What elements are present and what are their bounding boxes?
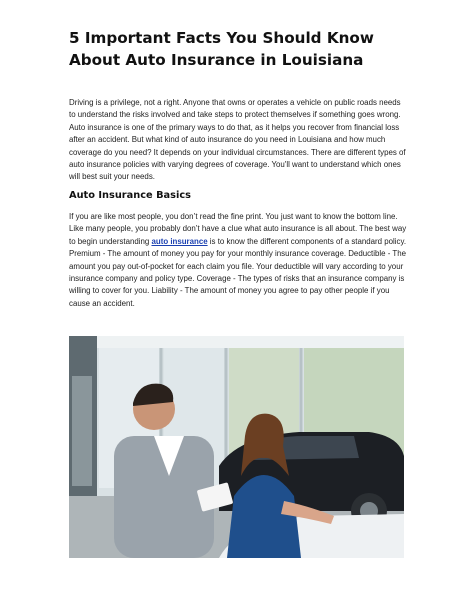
section-paragraph [69, 211, 409, 310]
document-title: 5 Important Facts You Should Know About Auto Insurance in Louisiana [69, 29, 374, 69]
section-text-before-link: If you are like most people, you don’t read the fine print. You just want to know the bottom line. Like many people, you probably don’t have a clue what auto insurance is all about. The best way to begin understanding [69, 212, 407, 246]
showroom-photo [69, 336, 404, 558]
intro-paragraph: Driving is a privilege, not a right. Anyone that owns or operates a vehicle on public roads needs to understand the risks involved and take steps to protect themselves if something goes wrong. Auto insurance is one of the primary ways to do that, as it helps you recover from financial loss after an accident. But what kind of auto insurance do you need in Louisiana and how much coverage do you need? It depends on your individual circumstances. There are different types of auto insurance policies with varying degrees of coverage. You'll want to understand which ones will best suit your needs. [69, 98, 406, 182]
section-heading: Auto Insurance Basics [69, 190, 191, 201]
auto-insurance-link[interactable]: auto insurance [151, 236, 208, 246]
section-text-after-link: is to know the different components of a standard policy. Premium - The amount of money you pay for your monthly insurance coverage. Deductible - The amount you pay out-of-pocket for each claim you file. Your deductible will vary according to your insurance company and policy type. Coverage - The types of risks that an insurance company is willing to cover for you. Liability - The amount of money you agree to pay other people if you cause an accident. [69, 236, 407, 308]
showroom-photo-illustration [69, 336, 404, 558]
